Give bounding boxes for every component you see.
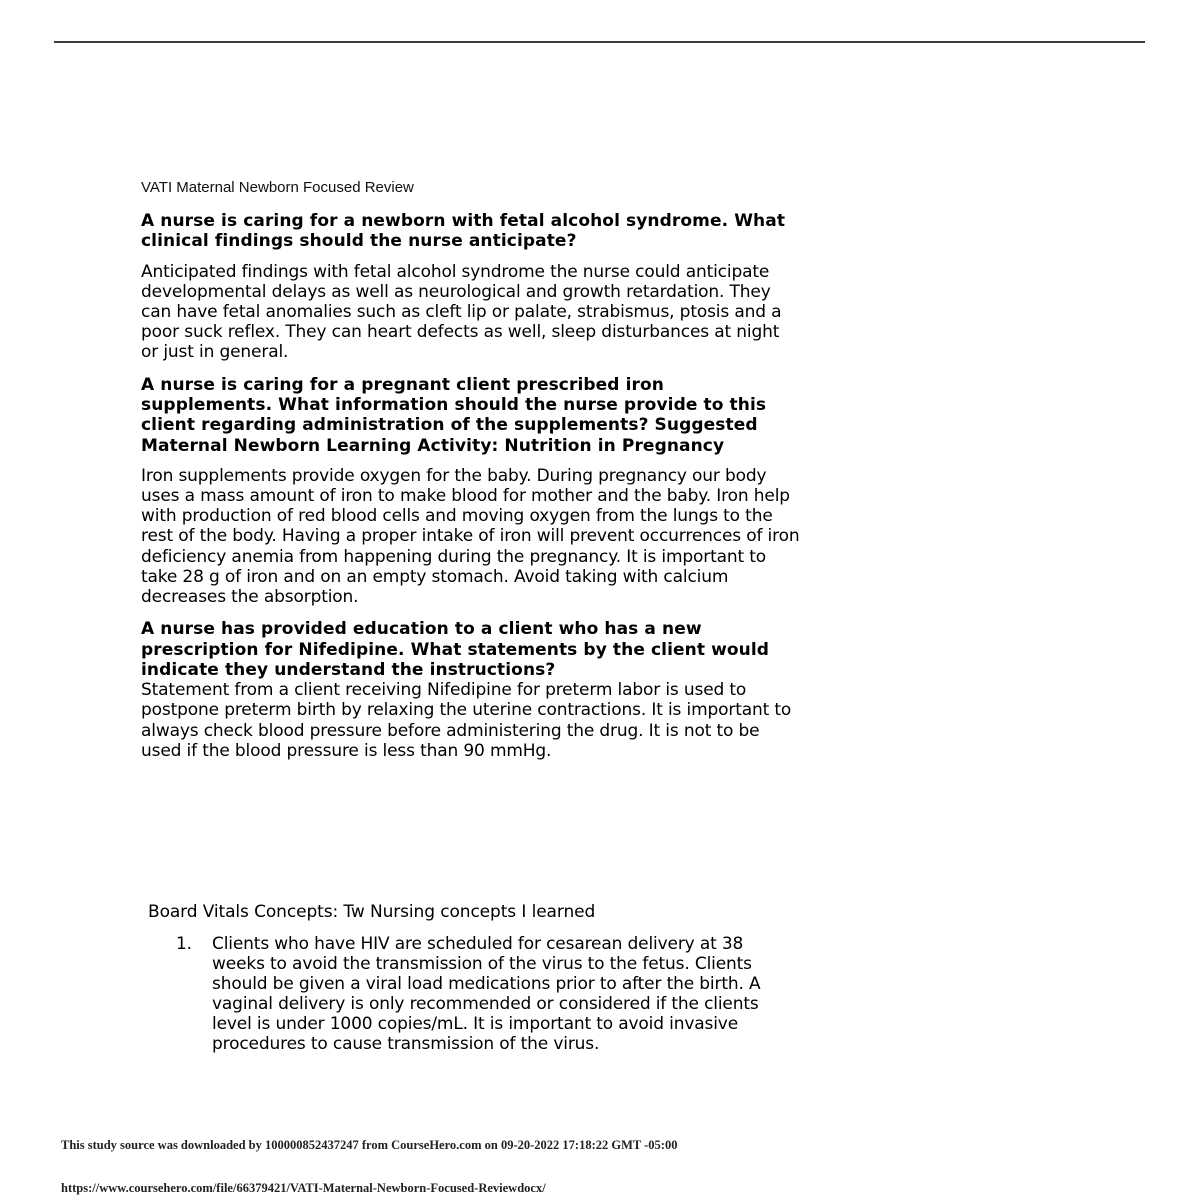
document-title: VATI Maternal Newborn Focused Review — [141, 179, 414, 196]
header-divider — [54, 41, 1145, 43]
question-iron-supplements: A nurse is caring for a pregnant client prescribed iron supplements. What information should the nurse provide to this client regarding administration of the supplements? Suggested Maternal Newborn Learning Activity: Nutrition in Pregnancy — [141, 374, 767, 456]
question-fetal-alcohol: A nurse is caring for a newborn with fetal alcohol syndrome. What clinical findings should the nurse anticipate? — [141, 211, 786, 252]
concepts-list — [176, 934, 766, 1055]
list-item-number: 1. — [176, 934, 192, 954]
document-body — [141, 178, 801, 761]
footer-source-line: This study source was downloaded by 100000852437247 from CourseHero.com on 09-20-2022 17:18:22 GMT -05:00 — [61, 1138, 678, 1152]
question-nifedipine: A nurse has provided education to a client who has a new prescription for Nifedipine. What statements by the client would indicate they understand the instructions? — [141, 619, 770, 680]
list-item-text: Clients who have HIV are scheduled for cesarean delivery at 38 weeks to avoid the transmission of the virus to the fetus. Clients should be given a viral load medications prior to after the birth. A vaginal delivery is only recommended or considered if the clients level is under 1000 copies/mL. It is important to avoid invasive procedures to cause transmission of the virus. — [212, 934, 761, 1055]
answer-nifedipine: Statement from a client receiving Nifedipine for preterm labor is used to postpone preterm birth by relaxing the uterine contractions. It is important to always check blood pressure before administering the drug. It is not to be used if the blood pressure is less than 90 mmHg. — [141, 680, 792, 761]
footer-url[interactable]: https://www.coursehero.com/file/66379421/VATI-Maternal-Newborn-Focused-Reviewdocx/ — [61, 1181, 546, 1195]
answer-iron-supplements: Iron supplements provide oxygen for the baby. During pregnancy our body uses a mass amount of iron to make blood for mother and the baby. Iron help with production of red blood cells and moving oxygen from the lungs to the rest of the body. Having a proper intake of iron will prevent occurrences of iron deficiency anemia from happening during the pregnancy. It is important to take 28 g of iron and on an empty stomach. Avoid taking with calcium decreases the absorption. — [141, 465, 800, 608]
list-item — [176, 934, 766, 1055]
concepts-heading: Board Vitals Concepts: Tw Nursing concepts I learned — [148, 902, 596, 922]
answer-fetal-alcohol: Anticipated findings with fetal alcohol syndrome the nurse could anticipate developmental delays as well as neurological and growth retardation. They can have fetal anomalies such as cleft lip or palate, strabismus, ptosis and a poor suck reflex. They can heart defects as well, sleep disturbances at night or just in general. — [141, 261, 782, 363]
